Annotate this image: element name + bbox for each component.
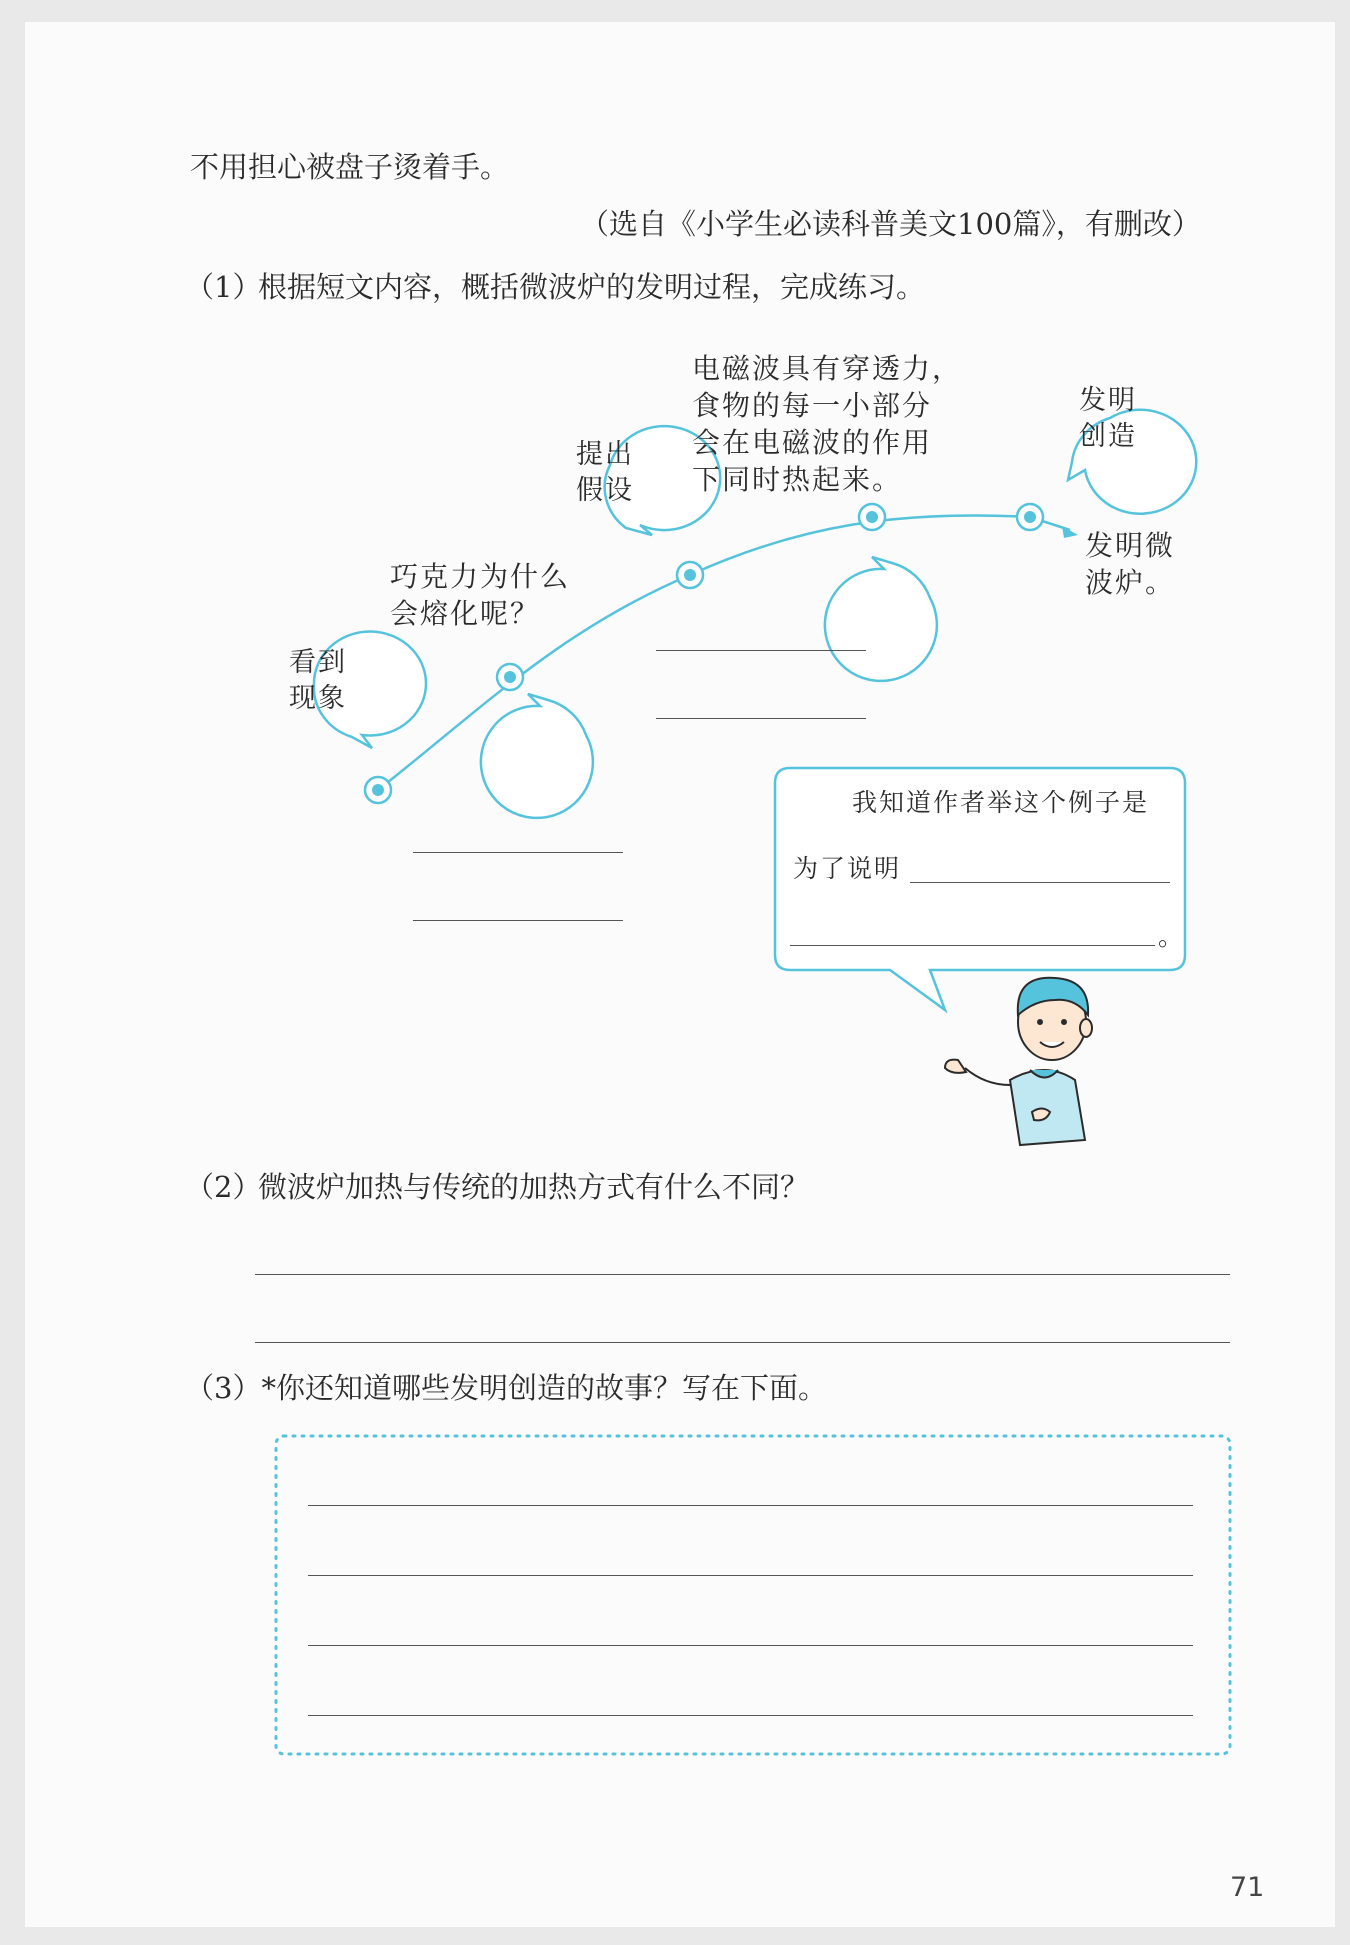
stage-hypothesis-label: 提出 假设: [576, 439, 634, 506]
q3-answer-line-3[interactable]: [308, 1645, 1193, 1646]
answer-bubble-1: [481, 694, 593, 818]
q3-prompt: 你还知道哪些发明创造的故事？写在下面。: [276, 1371, 828, 1405]
q1-label: （1）: [185, 270, 262, 304]
q2-answer-line-2[interactable]: [255, 1342, 1230, 1343]
note-end-mark: 。: [1158, 922, 1186, 951]
answer-line-hypothesis-2[interactable]: [656, 718, 866, 719]
q1-prompt: 根据短文内容，概括微波炉的发明过程，完成练习。: [258, 270, 926, 304]
q3-label: （3）*: [185, 1371, 276, 1405]
source-note: （选自《小学生必读科普美文100篇》，有删改）: [580, 207, 1201, 241]
note-answer-line-2[interactable]: [790, 945, 1155, 946]
q3-answer-box: [276, 1436, 1230, 1754]
answer-bubble-2: [825, 557, 937, 681]
q2-prompt: 微波炉加热与传统的加热方式有什么不同？: [258, 1170, 810, 1204]
stage-invent-label: 发明 创造: [1079, 385, 1137, 452]
q2-answer-line-1[interactable]: [255, 1274, 1230, 1275]
stage-observe-label: 看到 现象: [289, 647, 347, 714]
note-line-2: 为了说明: [793, 854, 902, 883]
page-number: 71: [1230, 1872, 1265, 1903]
answer-line-observe-2[interactable]: [413, 920, 623, 921]
answer-line-hypothesis-1[interactable]: [656, 650, 866, 651]
arrow-head-icon: [1062, 526, 1078, 538]
passage-tail: 不用担心被盘子烫着手。: [190, 150, 510, 184]
chocolate-question: 巧克力为什么 会熔化呢？: [390, 560, 571, 630]
note-line-1: 我知道作者举这个例子是: [852, 788, 1150, 817]
q2-label: （2）: [185, 1170, 262, 1204]
q3-answer-line-2[interactable]: [308, 1575, 1193, 1576]
boy-illustration: [945, 978, 1092, 1145]
answer-line-observe-1[interactable]: [413, 852, 623, 853]
em-wave-text: 电磁波具有穿透力， 食物的每一小部分 会在电磁波的作用 下同时热起来。: [692, 352, 963, 496]
q3-answer-line-4[interactable]: [308, 1715, 1193, 1716]
invent-microwave-text: 发明微 波炉。: [1085, 529, 1176, 599]
note-answer-line-1[interactable]: [910, 882, 1170, 883]
q3-answer-line-1[interactable]: [308, 1505, 1193, 1506]
